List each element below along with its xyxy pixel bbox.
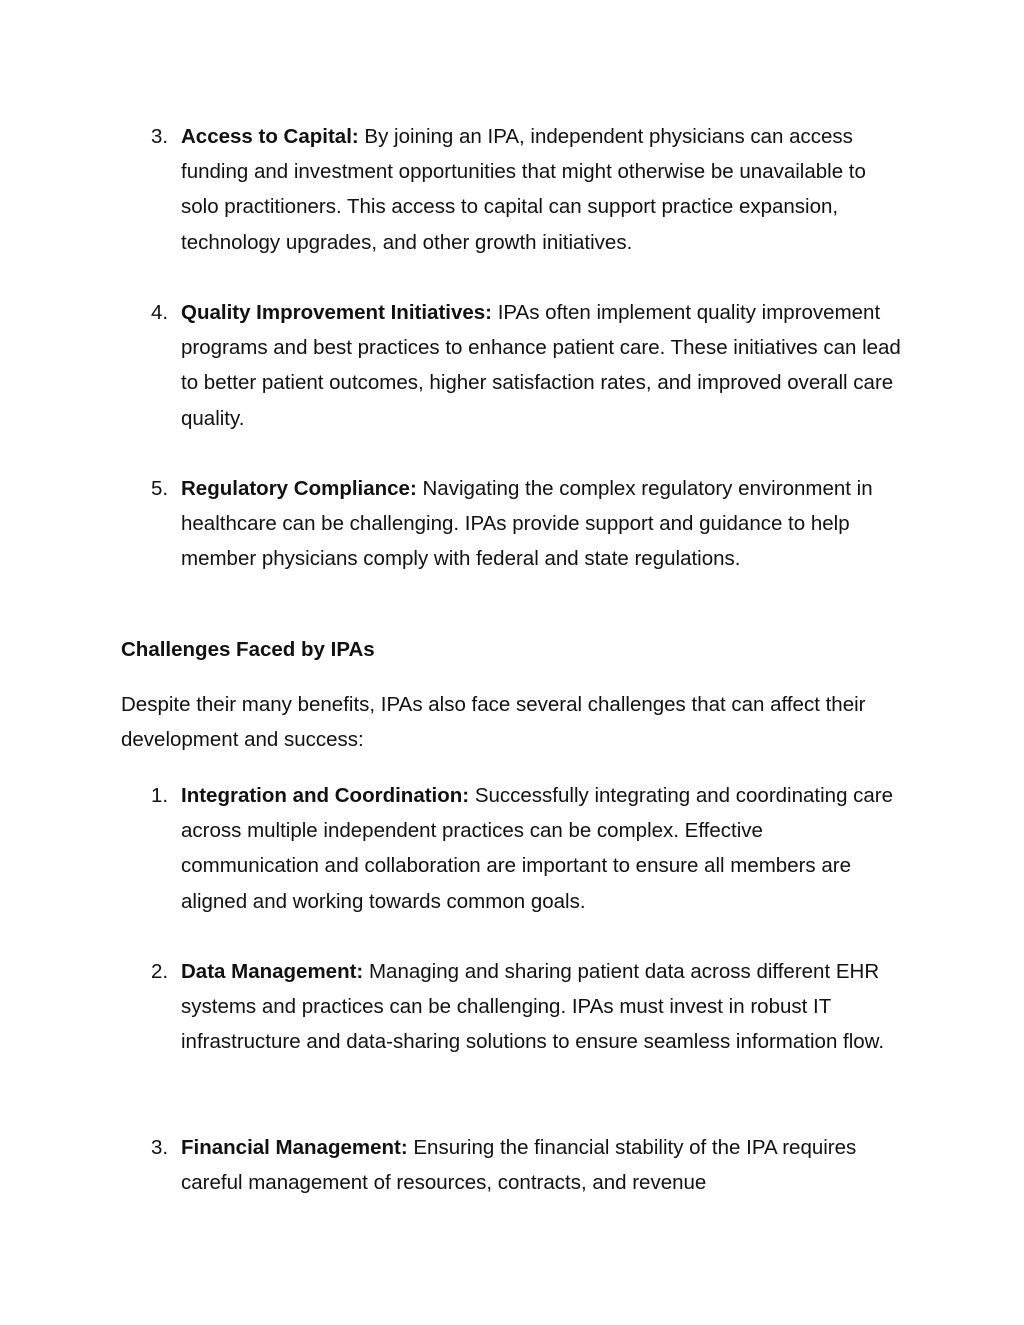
list-item-text: Navigating the complex regulatory environment in healthcare can be challenging. IPAs provide support and guidance to help member physicians comply with federal and state regulations. [181,477,873,571]
list-item-text: IPAs often implement quality improvement programs and best practices to enhance patient care. These initiatives can lead to better patient outcomes, higher satisfaction rates, and improved overall care quality. [181,301,901,430]
list-item-term: Data Management: [181,960,364,983]
list-item-text: Ensuring the financial stability of the IPA requires careful management of resources, contracts, and revenue [181,1136,857,1195]
list-number: 2. [151,960,169,983]
intro-paragraph: Despite their many benefits, IPAs also face several challenges that can affect their development and success: [121,693,866,752]
list-item [0,295,906,436]
list-item-text: Successfully integrating and coordinating care across multiple independent practices can be complex. Effective communication and collaboration are important to ensure all members are aligned and working towards common goals. [181,784,894,913]
list-item-term: Quality Improvement Initiatives: [181,301,492,324]
list-number: 1. [151,784,169,807]
list-number: 3. [151,1136,169,1159]
list-item [0,471,906,577]
list-item-term: Regulatory Compliance: [181,477,417,500]
list-item-term: Integration and Coordination: [181,784,470,807]
section-heading: Challenges Faced by IPAs [121,638,375,661]
list-item-term: Access to Capital: [181,125,359,148]
list-number: 5. [151,477,169,500]
list-item-text: Managing and sharing patient data across different EHR systems and practices can be challenging. IPAs must invest in robust IT infrastructure and data-sharing solutions to ensure seamless information flow. [181,960,885,1054]
list-item [0,954,906,1060]
list-item-term: Financial Management: [181,1136,408,1159]
list-item-text: By joining an IPA, independent physicians can access funding and investment opportunities that might otherwise be unavailable to solo practitioners. This access to capital can support practice expansion, technology upgrades, and other growth initiatives. [181,125,866,254]
list-item [0,1130,906,1200]
list-number: 3. [151,125,169,148]
list-item [0,119,906,260]
list-item [0,778,906,919]
list-number: 4. [151,301,169,324]
